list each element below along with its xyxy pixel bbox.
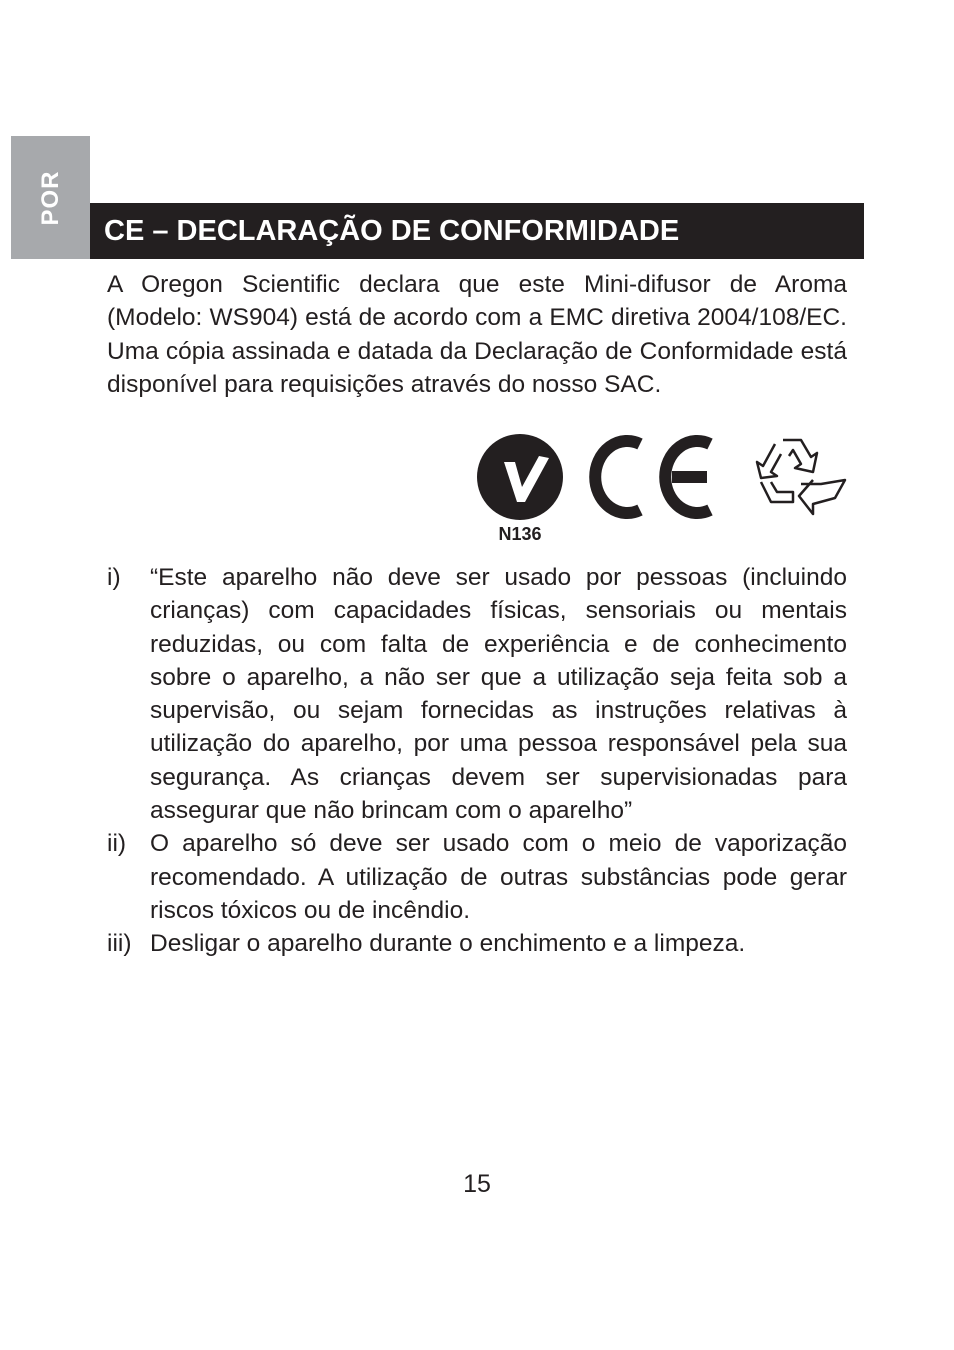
declaration-paragraph: A Oregon Scientific declara que este Mini-difusor de Aroma (Modelo: WS904) está de acordo com a EMC diretiva 2004/108/EC. Uma cópia assinada e datada da Declaração de Conformidade está disponível para requisições através do nosso SAC. xyxy=(107,271,847,398)
ctick-code: N136 xyxy=(498,524,542,544)
section-title: CE – DECLARAÇÃO DE CONFORMIDADE xyxy=(90,203,864,259)
recycle-icon xyxy=(757,440,845,514)
list-item xyxy=(107,561,847,827)
safety-warnings-list xyxy=(107,561,847,961)
language-tab xyxy=(11,136,90,259)
list-item-text: Desligar o aparelho durante o enchimento e a limpeza. xyxy=(150,930,746,958)
language-tab-label: POR xyxy=(36,169,64,226)
list-marker: i) xyxy=(107,564,121,591)
c-tick-icon xyxy=(477,434,563,520)
page-number: 15 xyxy=(463,1170,491,1198)
list-item xyxy=(107,827,847,927)
list-marker: ii) xyxy=(107,830,127,858)
ce-mark-icon xyxy=(595,441,710,513)
list-item xyxy=(107,927,847,960)
list-item-text: “Este aparelho não deve ser usado por pessoas (incluindo crianças) com capacidades físicas, sensoriais ou mentais reduzidas, ou com falta de experiência e de conhecimento sobre o aparelho, a não ser que a utilização seja feita sob a supervisão, ou sejam fornecidas as instruções relativas à utilização do aparelho, por uma pessoa responsável pela sua segurança. As crianças devem ser supervisionadas para assegurar que não brincam com o aparelho” xyxy=(150,564,847,825)
list-item-text: O aparelho só deve ser usado com o meio de vaporização recomendado. A utilização de outras substâncias pode gerar riscos tóxicos ou de incêndio. xyxy=(150,830,847,924)
certification-logos xyxy=(477,432,849,547)
list-marker: iii) xyxy=(107,930,132,958)
